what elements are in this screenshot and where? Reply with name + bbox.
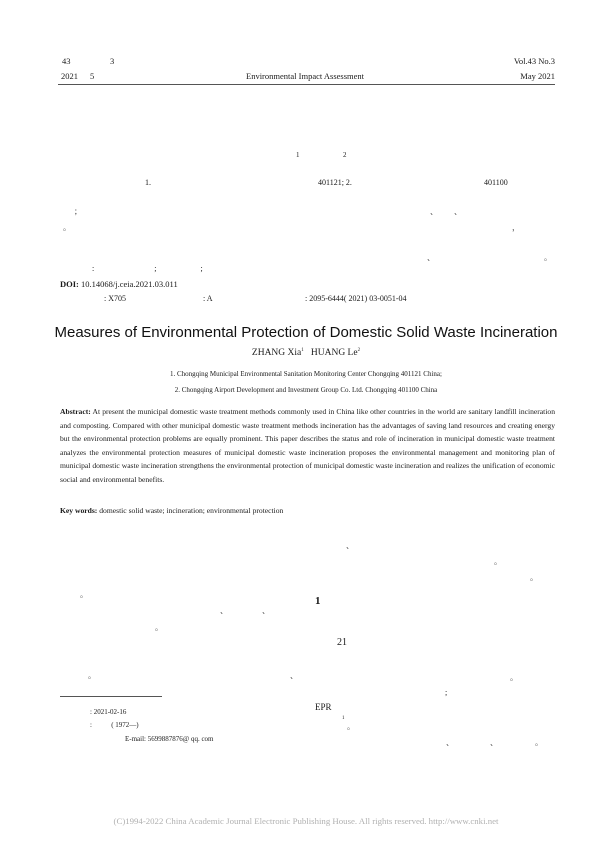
english-affiliation-1: 1. Chongqing Municipal Environmental Sanitation Monitoring Center Chongqing 401121 China; [170,370,442,378]
english-affiliation-2: 2. Chongqing Airport Development and Investment Group Co. Ltd. Chongqing 401100 China [174,386,438,394]
body-epr: EPR [315,702,332,712]
body-mark: 、 [220,606,228,615]
header-month: 5 [90,71,95,81]
keywords-text: domestic solid waste; incineration; environmental protection [99,506,284,515]
body-mark: 。 [155,623,163,632]
section-number: 1 [315,595,321,607]
body-mark: 。 [494,557,502,566]
header-vol-no: Vol.43 No.3 [513,56,555,66]
abstract-cn-mark: 。 [63,223,71,232]
author-superscript-2: 2 [343,151,347,159]
header-issue-number: 3 [110,56,115,66]
body-mark: 。 [347,722,355,731]
keywords-label: Key words: [60,506,98,515]
english-keywords [60,506,283,515]
keywords-cn-marks: : ; ; [92,264,203,273]
body-number-21: 21 [337,637,347,648]
body-mark: 。 [88,671,96,680]
header-volume-number: 43 [62,56,71,66]
header-journal-name: Environmental Impact Assessment [246,71,365,81]
author-name-2: HUANG Le [310,348,358,359]
abstract-cn-mark: 、 [454,207,462,216]
body-mark: 、 [490,738,498,747]
body-mark: 。 [80,590,88,599]
body-mark: 。 [510,673,518,682]
header-date: May 2021 [520,71,555,81]
body-mark: 、 [446,738,454,747]
footnote-email: E-mail: 5699887876@ qq. com [125,735,214,743]
author-superscript-1: 1 [296,151,300,159]
doi-value: 10.14068/j.ceia.2021.03.011 [81,279,178,289]
header-year: 2021 [61,71,78,81]
affiliation-1-marker: 1. [145,178,151,187]
abstract-cn-mark: ； [74,207,82,216]
affiliation-2-postcode: 401100 [484,178,508,187]
affiliation-1-postcode: 401121; 2. [318,178,352,187]
abstract-cn-mark: 、 [427,253,435,262]
author-name-1: ZHANG Xia [251,348,302,359]
abstract-cn-mark: 。 [544,253,552,262]
footnote-author-bio: : ( 1972—) [90,721,139,729]
footnote-received: : 2021-02-16 [90,708,127,716]
abstract-text: At present the municipal domestic waste treatment methods commonly used in China like other countries in the world are sanitary landfill incineration and composting. Compared with other municipal domestic waste treatment methods incineration has the advantages of saving land resources and creating energy but the environmental protection problems are equally prominent. This paper describes the status and role of incineration in municipal domestic waste treatment analyzes the environmental protection measures of municipal domestic waste incineration proposes the environmental management and monitoring plan of municipal domestic waste incineration strengthens the environmental protection of municipal domestic waste incineration and realizes the unification of economic social and environmental benefits. [60,407,555,484]
english-abstract [60,405,555,487]
body-mark: 。 [535,738,543,747]
footnote-rule [60,696,162,697]
body-mark: 、 [346,541,354,550]
english-title: Measures of Environmental Protection of Domestic Solid Waste Incineration [54,324,558,341]
doi-label: DOI: [60,279,79,289]
reference-superscript: 1 [342,716,345,721]
abstract-label: Abstract: [60,407,91,416]
body-mark: 、 [290,671,298,680]
abstract-cn-mark: ， [512,223,520,232]
english-authors [0,348,612,358]
author-1-superscript: 1 [301,348,304,353]
clc-number: : X705 [104,294,126,303]
header-rule [58,84,555,85]
author-2-superscript: 2 [357,348,361,353]
copyright-footer: (C)1994-2022 China Academic Journal Electronic Publishing House. All rights reserved. http://www.cnki.net [113,816,499,826]
body-mark: ; [445,688,448,697]
abstract-cn-mark: 、 [430,207,438,216]
article-id: : 2095-6444( 2021) 03-0051-04 [305,294,407,303]
body-mark: 、 [262,606,270,615]
document-code: : A [203,294,213,303]
body-mark: 。 [530,573,538,582]
